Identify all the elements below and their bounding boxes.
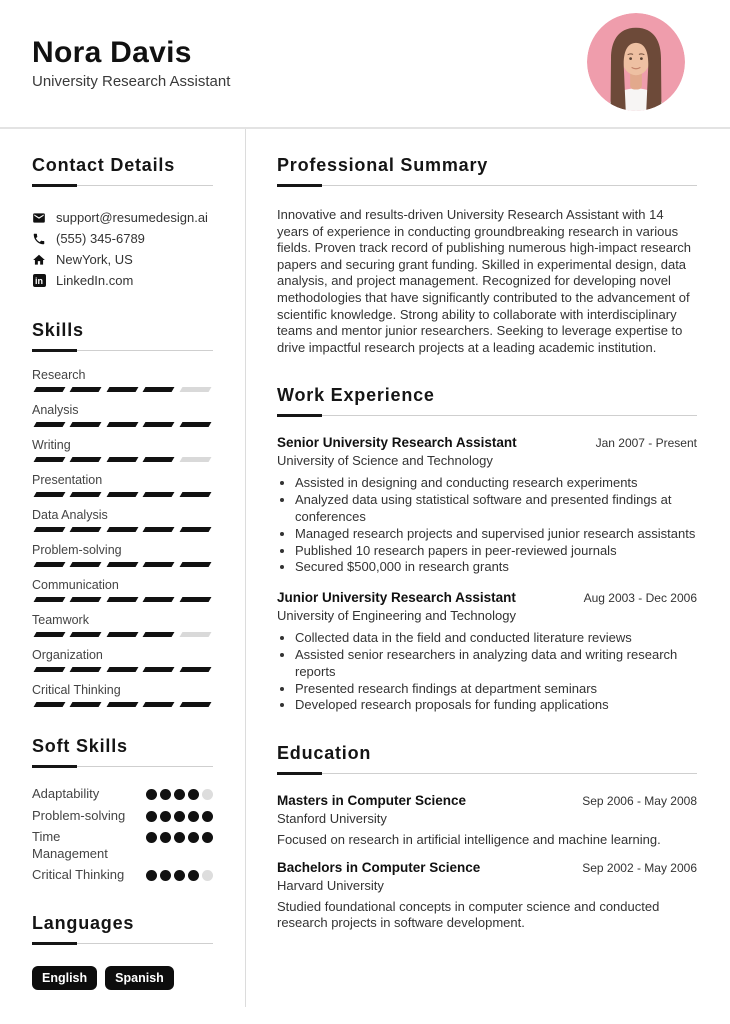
level-dot	[202, 789, 213, 800]
level-segment	[143, 527, 175, 532]
level-segment	[179, 597, 211, 602]
skill-level-meter	[32, 457, 213, 462]
level-segment	[34, 562, 66, 567]
level-dot	[174, 811, 185, 822]
level-segment	[179, 457, 211, 462]
level-segment	[143, 387, 175, 392]
level-segment	[143, 667, 175, 672]
level-dot	[160, 832, 171, 843]
level-segment	[106, 492, 138, 497]
education-degree: Bachelors in Computer Science	[277, 859, 481, 875]
job-bullet: • Developed research proposals for funding applications	[295, 697, 697, 714]
level-segment	[70, 527, 102, 532]
skill-item	[32, 613, 213, 637]
soft-skill-level-meter	[146, 811, 213, 822]
job-company: University of Engineering and Technology	[277, 608, 516, 624]
soft-skill-label: Problem-solving	[32, 807, 126, 823]
column-divider	[245, 129, 246, 1007]
level-segment	[179, 387, 211, 392]
level-segment	[179, 667, 211, 672]
education-entry	[277, 860, 697, 932]
sidebar	[32, 128, 213, 990]
soft-skills-section	[32, 736, 213, 884]
level-segment	[106, 562, 138, 567]
skill-level-meter	[32, 702, 213, 707]
skill-label: Writing	[32, 438, 71, 452]
level-dot	[174, 832, 185, 843]
level-dot	[174, 789, 185, 800]
level-segment	[34, 527, 66, 532]
skill-level-meter	[32, 527, 213, 532]
skill-item	[32, 543, 213, 567]
level-segment	[70, 422, 102, 427]
level-segment	[106, 702, 138, 707]
level-segment	[143, 492, 175, 497]
soft-skill-item	[32, 786, 213, 803]
level-dot	[146, 789, 157, 800]
skill-item	[32, 508, 213, 532]
soft-skill-item	[32, 808, 213, 825]
contact-item-text: LinkedIn.com	[56, 273, 134, 288]
level-segment	[106, 597, 138, 602]
level-dot	[160, 811, 171, 822]
summary-section	[277, 155, 697, 356]
contact-item-text: support@resumedesign.ai	[56, 210, 208, 225]
education-school: Stanford University	[277, 811, 387, 827]
education-dates: Sep 2006 - May 2008	[582, 794, 697, 809]
job-header	[277, 435, 697, 450]
job-title: Senior University Research Assistant	[277, 435, 517, 451]
skill-label: Data Analysis	[32, 508, 108, 522]
level-segment	[34, 422, 66, 427]
job-dates: Aug 2003 - Dec 2006	[583, 591, 697, 606]
soft-skill-list	[32, 786, 213, 884]
contact-item-text: (555) 345-6789	[56, 231, 145, 246]
person-job-title: University Research Assistant	[32, 73, 231, 90]
level-dot	[146, 832, 157, 843]
language-badge: English	[32, 966, 97, 990]
soft-skill-label: Critical Thinking	[32, 867, 125, 882]
level-dot	[188, 832, 199, 843]
level-segment	[143, 422, 175, 427]
contact-section	[32, 155, 213, 291]
level-segment	[106, 667, 138, 672]
level-segment	[34, 632, 66, 637]
skill-item	[32, 403, 213, 427]
education-dates: Sep 2002 - May 2006	[582, 860, 697, 875]
job-entry	[277, 590, 697, 714]
level-segment	[34, 667, 66, 672]
level-dot	[202, 832, 213, 843]
summary-heading: Professional Summary	[277, 155, 697, 186]
level-segment	[34, 597, 66, 602]
level-dot	[188, 789, 199, 800]
skill-level-meter	[32, 492, 213, 497]
skill-label: Teamwork	[32, 613, 89, 627]
phone-icon	[32, 232, 46, 246]
level-segment	[34, 457, 66, 462]
soft-skill-level-meter	[146, 789, 213, 800]
level-segment	[179, 562, 211, 567]
education-header	[277, 793, 697, 808]
main-content	[277, 128, 697, 932]
level-segment	[179, 527, 211, 532]
level-dot	[202, 811, 213, 822]
job-title: Junior University Research Assistant	[277, 590, 516, 606]
level-segment	[70, 387, 102, 392]
level-segment	[70, 632, 102, 637]
level-segment	[143, 702, 175, 707]
education-section	[277, 743, 697, 932]
skill-label: Presentation	[32, 473, 103, 487]
contact-heading: Contact Details	[32, 155, 213, 186]
level-segment	[179, 492, 211, 497]
contact-item[interactable]	[32, 228, 213, 249]
job-bullet: • Assisted senior researchers in analyzing data and writing research reports	[295, 647, 697, 681]
skill-label: Research	[32, 368, 86, 382]
experience-section	[277, 385, 697, 714]
level-dot	[188, 870, 199, 881]
level-segment	[179, 422, 211, 427]
level-dot	[146, 870, 157, 881]
level-segment	[70, 597, 102, 602]
languages-section	[32, 913, 213, 990]
person-name: Nora Davis	[32, 36, 192, 69]
skill-label: Critical Thinking	[32, 683, 121, 697]
level-segment	[106, 457, 138, 462]
level-segment	[179, 632, 211, 637]
profile-photo	[587, 13, 685, 111]
soft-skill-level-meter	[146, 832, 213, 843]
language-badge: Spanish	[105, 966, 174, 990]
skill-level-meter	[32, 667, 213, 672]
skill-item	[32, 368, 213, 392]
experience-heading: Work Experience	[277, 385, 697, 416]
level-segment	[106, 632, 138, 637]
skill-level-meter	[32, 387, 213, 392]
level-segment	[70, 667, 102, 672]
level-dot	[202, 870, 213, 881]
soft-skill-level-meter	[146, 870, 213, 881]
level-segment	[70, 562, 102, 567]
level-segment	[34, 387, 66, 392]
education-school: Harvard University	[277, 877, 384, 893]
job-bullet: • Published 10 research papers in peer-reviewed journals	[295, 543, 697, 560]
job-bullet: • Secured $500,000 in research grants	[295, 559, 697, 576]
job-header	[277, 590, 697, 605]
level-segment	[106, 527, 138, 532]
level-dot	[160, 789, 171, 800]
skill-label: Analysis	[32, 403, 79, 417]
education-heading: Education	[277, 743, 697, 774]
contact-item[interactable]	[32, 207, 213, 228]
skill-level-meter	[32, 422, 213, 427]
skill-item	[32, 438, 213, 462]
skill-level-meter	[32, 632, 213, 637]
level-segment	[34, 702, 66, 707]
soft-skill-item	[32, 867, 213, 884]
level-segment	[143, 597, 175, 602]
education-entry	[277, 793, 697, 849]
header	[0, 0, 730, 127]
skill-item	[32, 473, 213, 497]
job-bullet: • Analyzed data using statistical software and presented findings at conferences	[295, 492, 697, 526]
soft-skills-heading: Soft Skills	[32, 736, 213, 767]
linkedin-icon: in	[32, 274, 46, 288]
soft-skill-label: Time Management	[32, 829, 108, 861]
education-description: Studied foundational concepts in computer science and conducted research projects in software development.	[277, 898, 660, 931]
skill-level-meter	[32, 562, 213, 567]
skill-label: Problem-solving	[32, 543, 122, 557]
language-list	[32, 966, 213, 990]
level-segment	[70, 702, 102, 707]
contact-item-text: NewYork, US	[56, 252, 133, 267]
job-bullet-list	[295, 475, 697, 576]
languages-heading: Languages	[32, 913, 213, 944]
level-segment	[70, 457, 102, 462]
contact-item[interactable]	[32, 249, 213, 270]
job-bullet: • Assisted in designing and conducting research experiments	[295, 475, 697, 492]
level-segment	[143, 632, 175, 637]
job-bullet: • Presented research findings at department seminars	[295, 681, 697, 698]
level-dot	[188, 811, 199, 822]
job-company: University of Science and Technology	[277, 453, 493, 469]
level-segment	[106, 422, 138, 427]
level-segment	[143, 457, 175, 462]
job-entry	[277, 435, 697, 576]
level-segment	[70, 492, 102, 497]
home-icon	[32, 253, 46, 267]
skill-item	[32, 683, 213, 707]
education-header	[277, 860, 697, 875]
job-bullet: • Collected data in the field and conducted literature reviews	[295, 630, 697, 647]
skill-item	[32, 578, 213, 602]
soft-skill-item	[32, 829, 213, 862]
education-degree: Masters in Computer Science	[277, 793, 467, 809]
contact-list	[32, 207, 213, 291]
skill-list	[32, 368, 213, 707]
level-segment	[179, 702, 211, 707]
level-segment	[143, 562, 175, 567]
skills-section	[32, 320, 213, 707]
job-dates: Jan 2007 - Present	[595, 436, 697, 451]
job-bullet-list	[295, 630, 697, 714]
skill-label: Communication	[32, 578, 119, 592]
education-description: Focused on research in artificial intelligence and machine learning.	[277, 832, 661, 848]
level-dot	[160, 870, 171, 881]
level-dot	[174, 870, 185, 881]
skill-level-meter	[32, 597, 213, 602]
level-segment	[106, 387, 138, 392]
soft-skill-label: Adaptability	[32, 786, 100, 801]
skills-heading: Skills	[32, 320, 213, 351]
level-dot	[146, 811, 157, 822]
job-bullet: • Managed research projects and supervised junior research assistants	[295, 526, 697, 543]
summary-text: Innovative and results-driven University Research Assistant with 14 years of experience in conducting groundbreaking research in various fields. Proven track record of publishing numerous high-impact research papers and securing grant funding. Skilled in experimental design, data analysis, and project management. Recognized for developing novel methodologies that have significantly contributed to the advancement of scientific knowledge. Strong ability to collaborate with interdisciplinary teams and mentor junior researchers. Seeking to leverage expertise to drive impactful research projects at a leading academic institution.	[277, 207, 692, 355]
skill-item	[32, 648, 213, 672]
skill-label: Organization	[32, 648, 103, 662]
contact-item[interactable]	[32, 270, 213, 291]
email-icon	[32, 211, 46, 225]
level-segment	[34, 492, 66, 497]
